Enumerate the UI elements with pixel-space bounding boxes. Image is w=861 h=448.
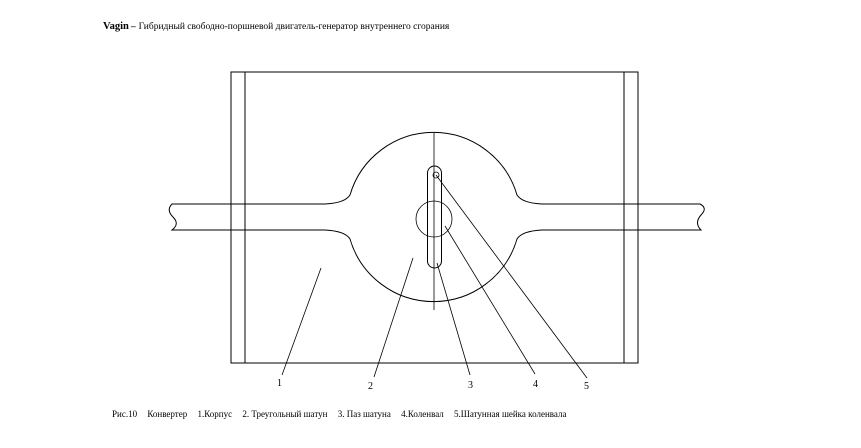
author-name: Vagin	[103, 21, 129, 32]
caption-figure-number: Рис.10	[112, 409, 138, 419]
callout-3: 3	[468, 380, 473, 391]
leader-line-3	[437, 263, 470, 375]
caption-item-rod-slot: 3. Паз шатуна	[337, 409, 391, 419]
leader-line-5	[436, 175, 587, 378]
figure-caption	[112, 408, 574, 420]
leader-line-2	[374, 258, 413, 377]
caption-item-housing: 1.Корпус	[197, 409, 233, 419]
leader-line-1	[282, 268, 321, 375]
rod-slot	[428, 166, 442, 268]
caption-item-crank-pin: 5.Шатунная шейка коленвала	[454, 409, 567, 419]
callout-2: 2	[368, 381, 373, 392]
callout-5: 5	[584, 381, 589, 392]
header-dash: –	[130, 22, 136, 32]
callout-1: 1	[277, 378, 282, 389]
caption-item-triangular-rod: 2. Треугольный шатун	[242, 409, 328, 419]
caption-figure-name: Конвертер	[147, 409, 188, 419]
callout-4: 4	[533, 379, 538, 390]
document-title: Гибридный свободно-поршневой двигатель-генератор внутреннего сгорания	[138, 22, 450, 32]
housing-frame	[231, 72, 638, 363]
caption-item-crankshaft: 4.Коленвал	[401, 409, 444, 419]
